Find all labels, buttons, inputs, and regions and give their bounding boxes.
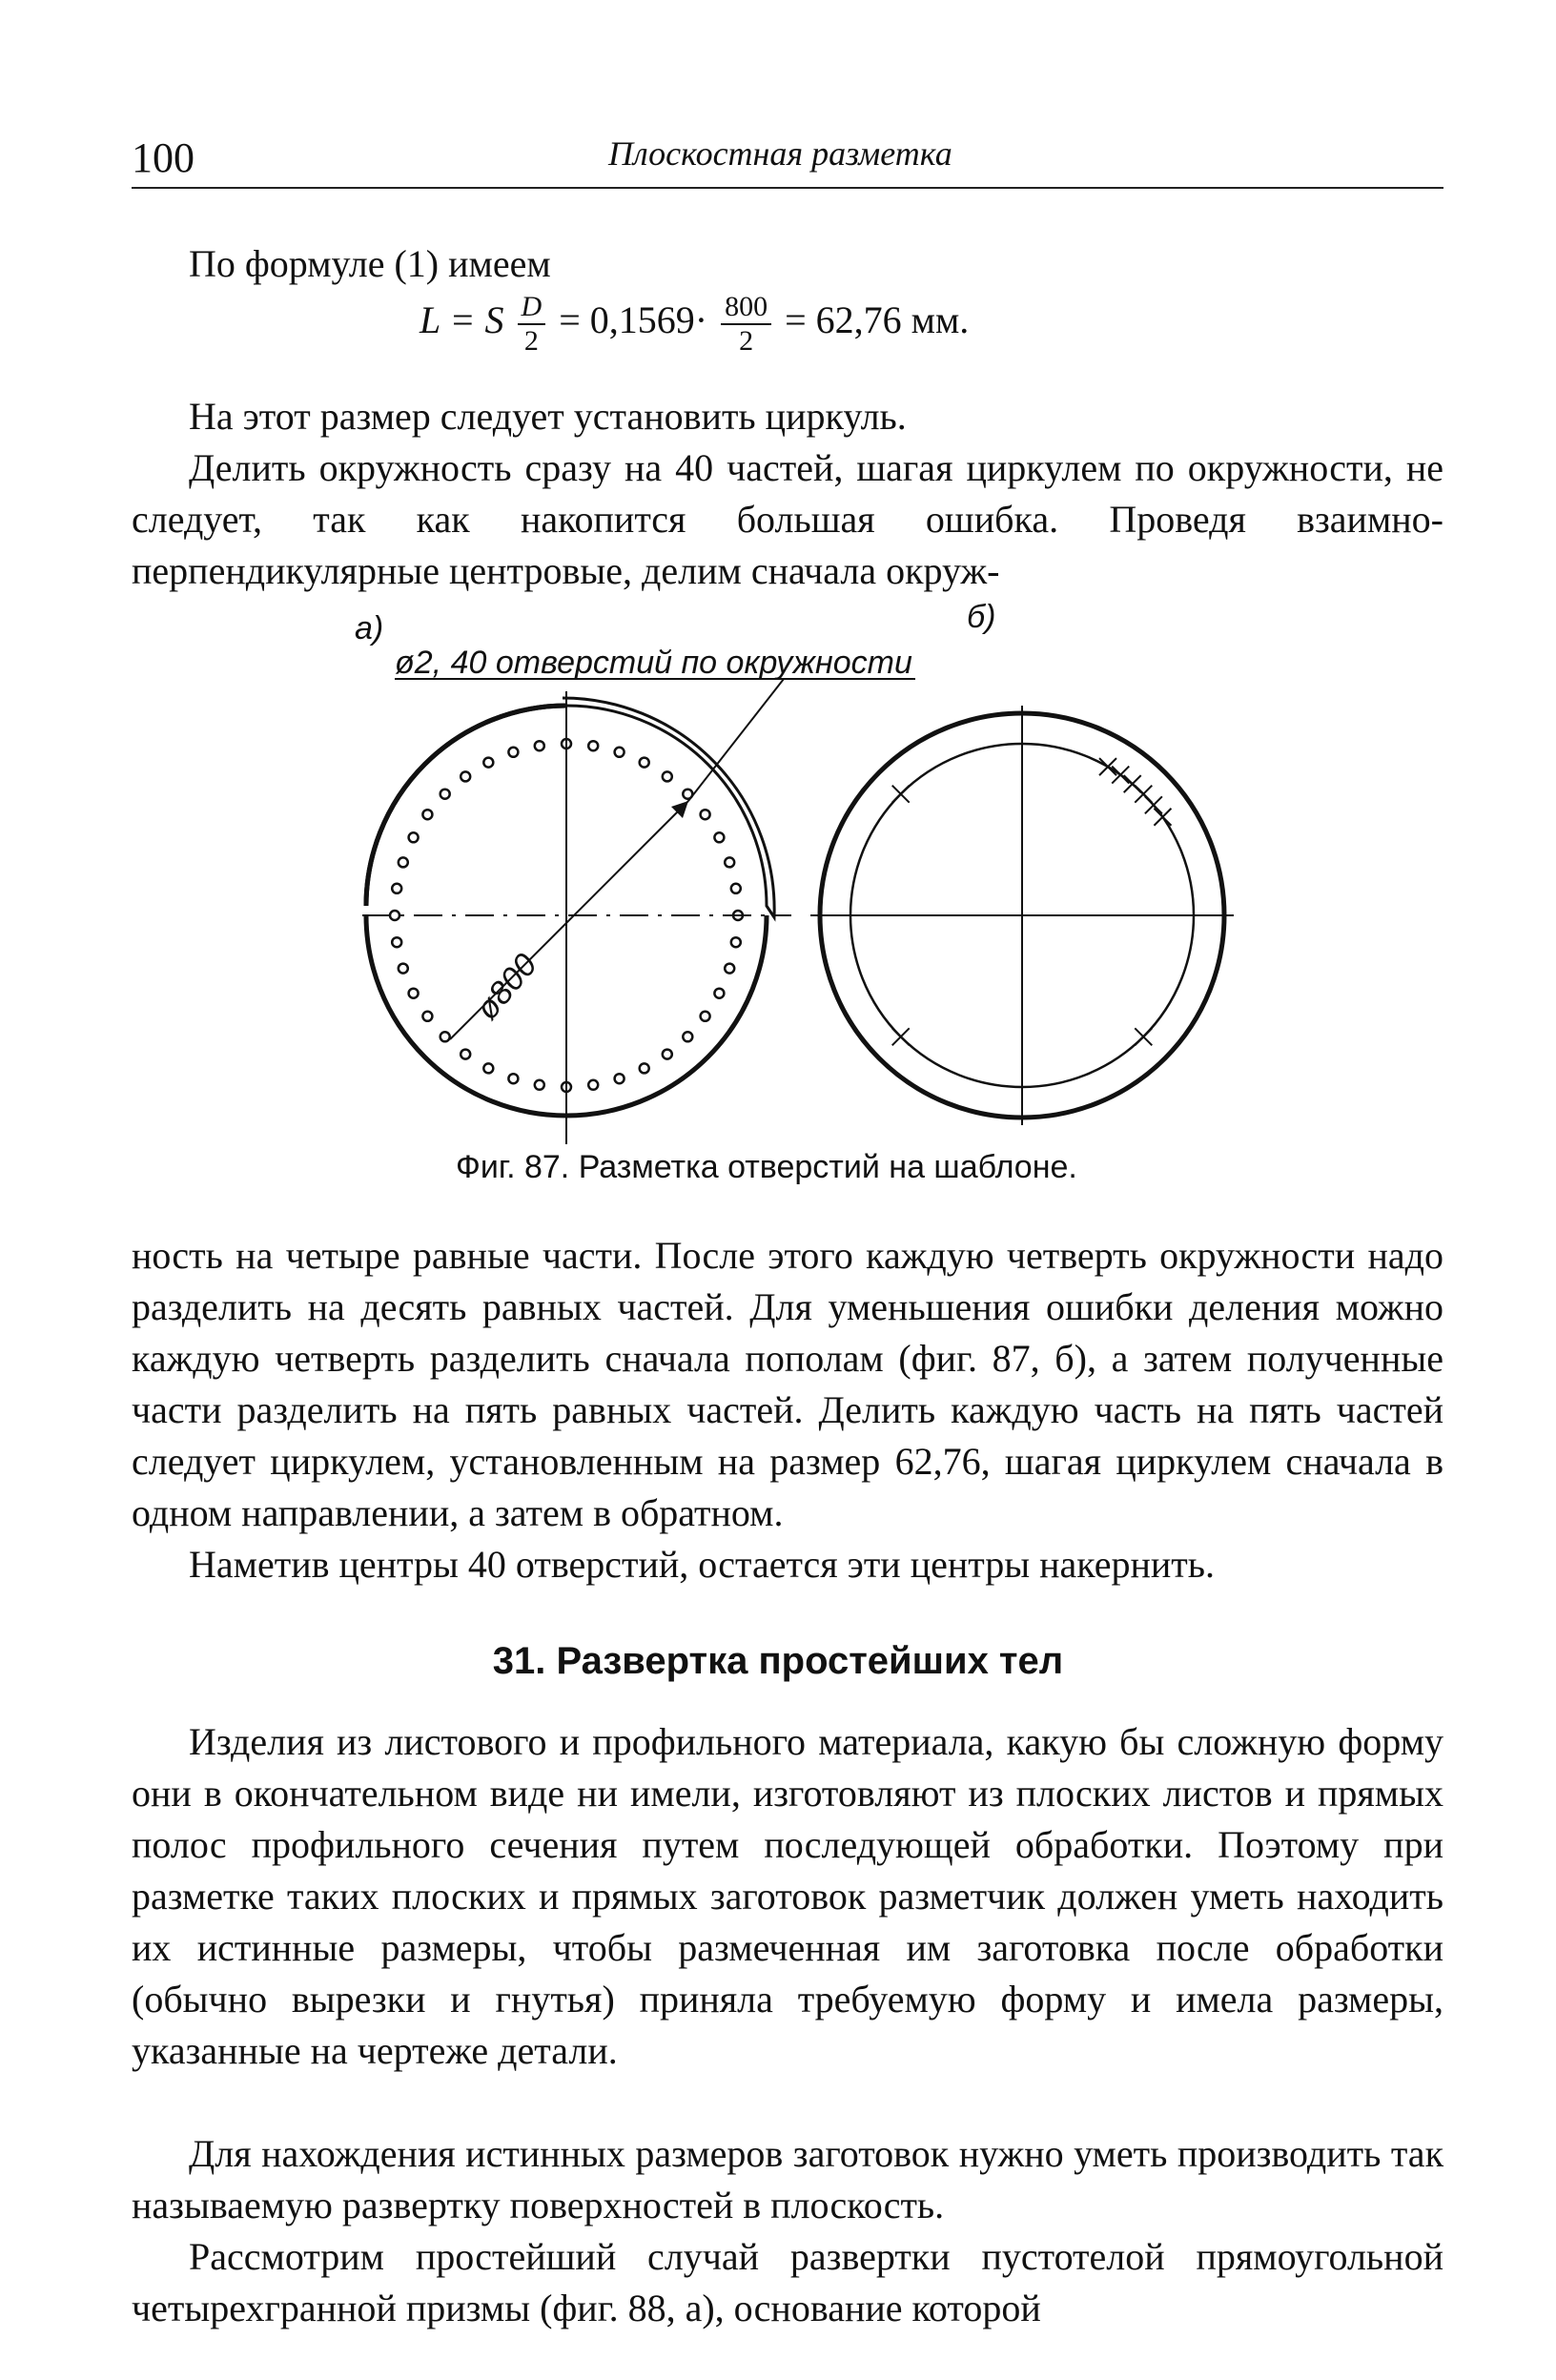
- running-title: Плоскостная разметка: [608, 134, 952, 173]
- hole-mark: [483, 1063, 493, 1073]
- figure-caption: Фиг. 87. Разметка отверстий на шаблоне.: [456, 1149, 1077, 1185]
- hole-mark: [588, 1080, 598, 1090]
- template-outline: [366, 915, 566, 1116]
- paragraph: Наметив центры 40 отверстий, остается эти центры накернить.: [189, 1543, 1215, 1586]
- paragraph: Изделия из листового и профильного материала, какую бы сложную форму они в окончательном виде ни имели, изготовляют из плоских листов и прямых полос профильного сечения путем последующей обработки. Поэтому при разметке таких плоских и прямых заготовок разметчик должен уметь находить их истинные размеры, чтобы размеченная им заготовка после обработки (обычно вырезки и гнутья) приняла требуемую форму и имела размеры, указанные на чертеже детали.: [132, 1720, 1443, 2072]
- hole-mark: [588, 741, 598, 750]
- hole-mark: [640, 1063, 649, 1073]
- hole-mark: [731, 884, 741, 893]
- hole-mark: [422, 1012, 432, 1021]
- template-outline: [566, 915, 767, 1116]
- section-heading: 31. Развертка простейших тел: [492, 1640, 1064, 1682]
- figure-label-a: а): [355, 610, 384, 646]
- hole-mark: [461, 771, 470, 781]
- hole-mark: [701, 1012, 710, 1021]
- hole-mark: [409, 989, 419, 998]
- hole-mark: [399, 857, 408, 867]
- fraction-denominator: 2: [739, 325, 754, 357]
- hole-mark: [483, 758, 493, 768]
- division-tick: [1145, 796, 1162, 813]
- hole-mark: [461, 1050, 470, 1059]
- hole-mark: [409, 832, 419, 842]
- hole-mark: [422, 810, 432, 819]
- division-tick: [1112, 767, 1129, 784]
- paragraph: Делить окружность сразу на 40 частей, шагая циркулем по окружности, не следует, так как накопится большая ошибка. Проведя взаимно-перпендикулярные центровые, делим сначала окруж-: [132, 446, 1443, 592]
- template-drawing-a: [362, 691, 791, 1144]
- template-outline: [366, 706, 566, 906]
- hole-mark: [640, 758, 649, 768]
- formula-middle: = 0,1569·: [559, 298, 708, 342]
- hole-mark: [440, 790, 450, 799]
- hole-mark: [399, 964, 408, 974]
- hole-mark: [683, 1032, 692, 1041]
- division-tick: [1135, 1028, 1152, 1045]
- holes-annotation: ø2, 40 отверстий по окружности: [395, 645, 912, 681]
- diameter-label: ø800: [468, 947, 544, 1027]
- division-tick: [1124, 775, 1141, 792]
- hole-mark: [725, 857, 734, 867]
- hole-mark: [701, 810, 710, 819]
- fraction-numerator: 800: [721, 291, 771, 325]
- formula-intro: По формуле (1) имеем: [189, 242, 551, 285]
- division-tick: [1099, 758, 1116, 775]
- hole-mark: [440, 1032, 450, 1041]
- division-tick: [892, 786, 910, 803]
- page-number: 100: [132, 134, 194, 181]
- hole-mark: [390, 911, 399, 920]
- annotation-leader-line: [688, 679, 784, 801]
- formula-lhs: L = S: [420, 298, 504, 342]
- hole-mark: [508, 1074, 518, 1083]
- hole-mark: [508, 748, 518, 757]
- hole-mark: [663, 1050, 672, 1059]
- paragraph: ность на четыре равные части. После этого каждую четверть окружности надо разделить на десять равных частей. Для уменьшения ошибки деления можно каждую четверть разделить сначала пополам (фиг. 87, б), а затем полученные части разделить на пять равных частей. Делить каждую часть на пять частей следует циркулем, установленным на размер 62,76, шагая циркулем сначала в одном направлении, а затем в обратном.: [132, 1234, 1443, 1534]
- paragraph: Рассмотрим простейший случай развертки пустотелой прямоугольной четырехгранной призмы (фиг. 88, а), основание которой: [132, 2235, 1443, 2329]
- hole-mark: [683, 790, 692, 799]
- fraction-numerator: D: [518, 291, 546, 325]
- template-drawing-b: [810, 706, 1234, 1125]
- hole-mark: [615, 748, 624, 757]
- hole-mark: [663, 771, 672, 781]
- hole-mark: [392, 937, 401, 947]
- division-tick: [892, 1028, 910, 1045]
- paragraph: На этот размер следует установить циркуль.: [189, 395, 907, 438]
- division-marks: [892, 758, 1172, 1045]
- paragraph: Для нахождения истинных размеров заготовок нужно уметь производить так называемую развертку поверхностей в плоскость.: [132, 2132, 1443, 2226]
- template-outline: [366, 706, 566, 906]
- hole-mark: [714, 989, 724, 998]
- hole-mark: [615, 1074, 624, 1083]
- hole-mark: [535, 741, 544, 750]
- hole-mark: [731, 937, 741, 947]
- figure-label-b: б): [967, 599, 996, 635]
- hole-mark: [535, 1080, 544, 1090]
- hole-mark: [725, 964, 734, 974]
- hole-mark: [392, 884, 401, 893]
- formula-result: = 62,76 мм.: [785, 298, 970, 342]
- division-tick: [1154, 809, 1171, 826]
- fraction-denominator: 2: [523, 325, 539, 357]
- hole-mark: [714, 832, 724, 842]
